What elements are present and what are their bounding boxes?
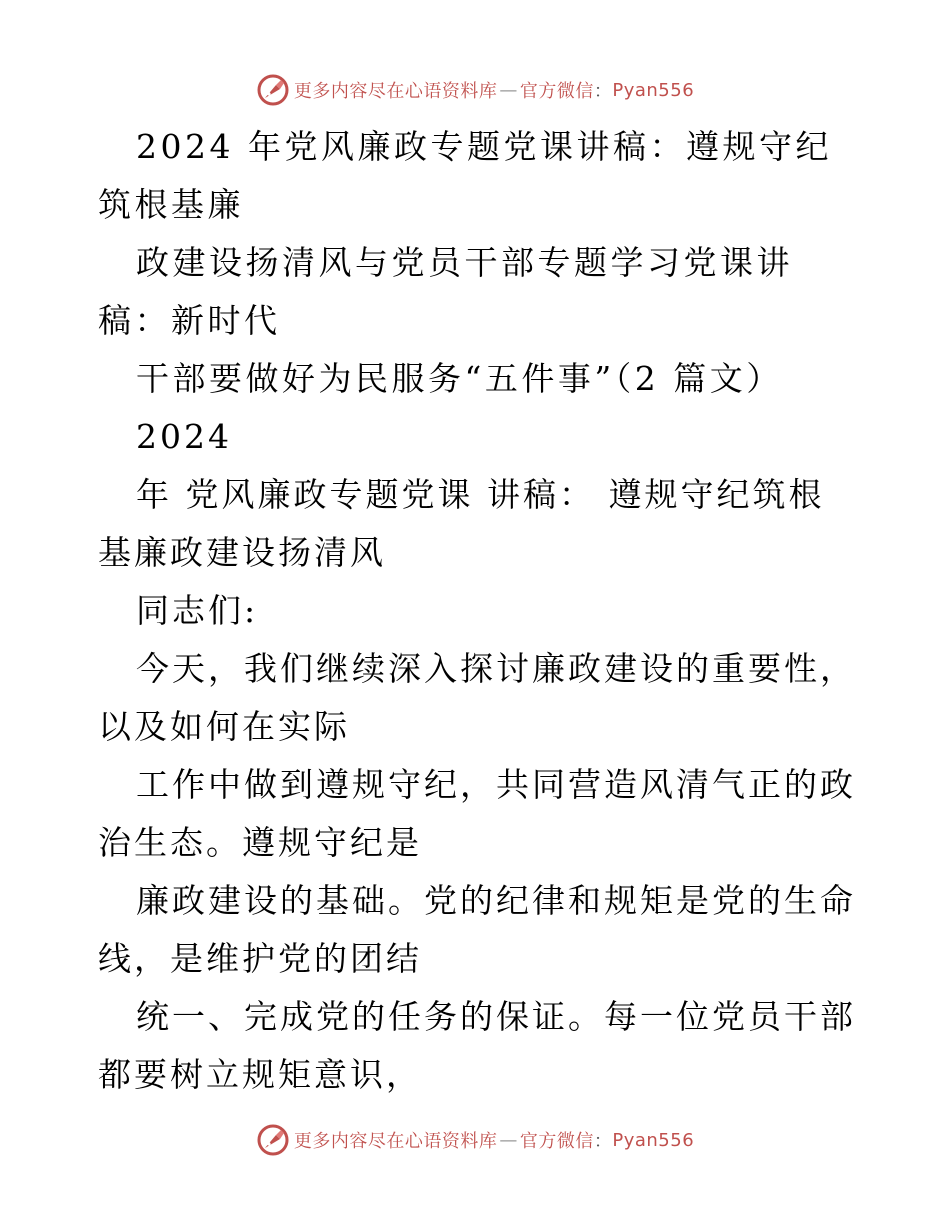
watermark-separator: ： — [593, 1131, 613, 1152]
watermark-wechat-id: Pyan556 — [612, 79, 695, 101]
pen-nib-logo-icon — [256, 73, 290, 107]
body-paragraph: 统一、完成党的任务的保证。每一位党员干部都要树立规矩意识， — [98, 997, 856, 1094]
body-paragraph: 今天，我们继续深入探讨廉政建设的重要性，以及如何在实际 — [98, 649, 856, 746]
document-title-line-3: 干部要做好为民服务“五件事”（2 篇文） — [136, 359, 783, 398]
document-title-line-2: 政建设扬清风与党员干部专题学习党课讲稿：新时代 — [98, 243, 793, 340]
salutation: 同志们: — [136, 591, 259, 630]
document-title-line-1: 2024 年党风廉政专题党课讲稿：遵规守纪筑根基廉 — [98, 127, 832, 224]
body-paragraph: 工作中做到遵规守纪，共同营造风清气正的政治生态。遵规守纪是 — [98, 765, 856, 862]
watermark-separator: ： — [593, 81, 613, 102]
pen-nib-logo-icon — [256, 1123, 290, 1157]
section-heading: 年 党风廉政专题党课 讲稿： 遵规守纪筑根基廉政建设扬清风 — [98, 475, 825, 572]
footer-watermark — [0, 1120, 950, 1160]
watermark-dash: — — [499, 1129, 518, 1151]
watermark-dash: — — [499, 79, 518, 101]
document-body — [98, 118, 858, 1104]
body-paragraph: 廉政建设的基础。党的纪律和规矩是党的生命线，是维护党的团结 — [98, 881, 856, 978]
watermark-site-text: 更多内容尽在心语资料库 — [293, 81, 498, 102]
watermark-official-label: 官方微信 — [519, 1131, 594, 1152]
header-watermark — [0, 70, 950, 110]
watermark-wechat-id: Pyan556 — [612, 1129, 695, 1151]
watermark-site-text: 更多内容尽在心语资料库 — [293, 1131, 498, 1152]
watermark-official-label: 官方微信 — [519, 81, 594, 102]
section-year: 2024 — [136, 417, 232, 456]
